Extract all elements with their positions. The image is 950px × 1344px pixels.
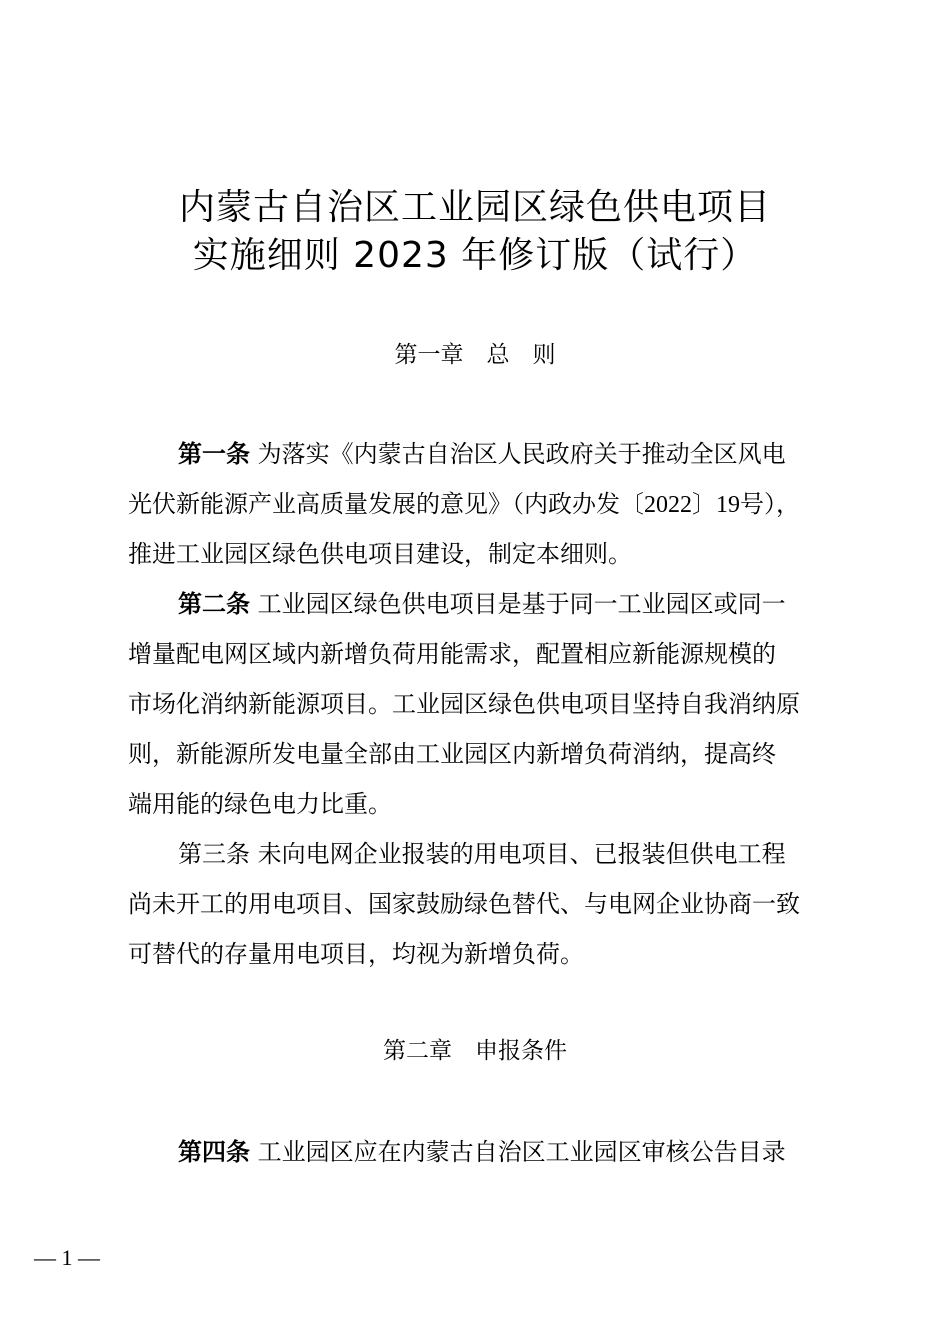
paragraph-line: 光伏新能源产业高质量发展的意见》（内政办发〔2022〕19号），: [128, 490, 800, 518]
article-label: 第一条: [178, 440, 250, 468]
paragraph-line: 市场化消纳新能源项目。工业园区绿色供电项目坚持自我消纳原: [128, 690, 800, 718]
article-label: 第四条: [178, 1138, 250, 1166]
chapter-heading-1: 第一章 总 则: [394, 342, 556, 368]
paragraph-line: 第一条 为落实《内蒙古自治区人民政府关于推动全区风电: [178, 440, 786, 468]
article-label: 第二条: [178, 590, 250, 618]
title-line-1: 内蒙古自治区工业园区绿色供电项目: [178, 187, 771, 228]
paragraph-line: 第三条 未向电网企业报装的用电项目、已报装但供电工程: [178, 840, 786, 868]
page-number: — 1 —: [34, 1245, 100, 1270]
paragraph-line: 第二条 工业园区绿色供电项目是基于同一工业园区或同一: [178, 590, 786, 618]
paragraph-line: 推进工业园区绿色供电项目建设，制定本细则。: [128, 540, 632, 568]
paragraph-line: 增量配电网区域内新增负荷用能需求，配置相应新能源规模的: [128, 640, 776, 668]
paragraph-line: 端用能的绿色电力比重。: [128, 790, 392, 818]
paragraph-line: 则，新能源所发电量全部由工业园区内新增负荷消纳，提高终: [128, 740, 776, 768]
paragraph-line: 尚未开工的用电项目、国家鼓励绿色替代、与电网企业协商一致: [128, 890, 800, 918]
chapter-heading-2: 第二章 申报条件: [383, 1038, 567, 1064]
paragraph-line: 可替代的存量用电项目，均视为新增负荷。: [128, 940, 584, 968]
title-line-2: 实施细则 2023 年修订版（试行）: [192, 235, 758, 276]
paragraph-line: 第四条 工业园区应在内蒙古自治区工业园区审核公告目录: [178, 1138, 786, 1166]
